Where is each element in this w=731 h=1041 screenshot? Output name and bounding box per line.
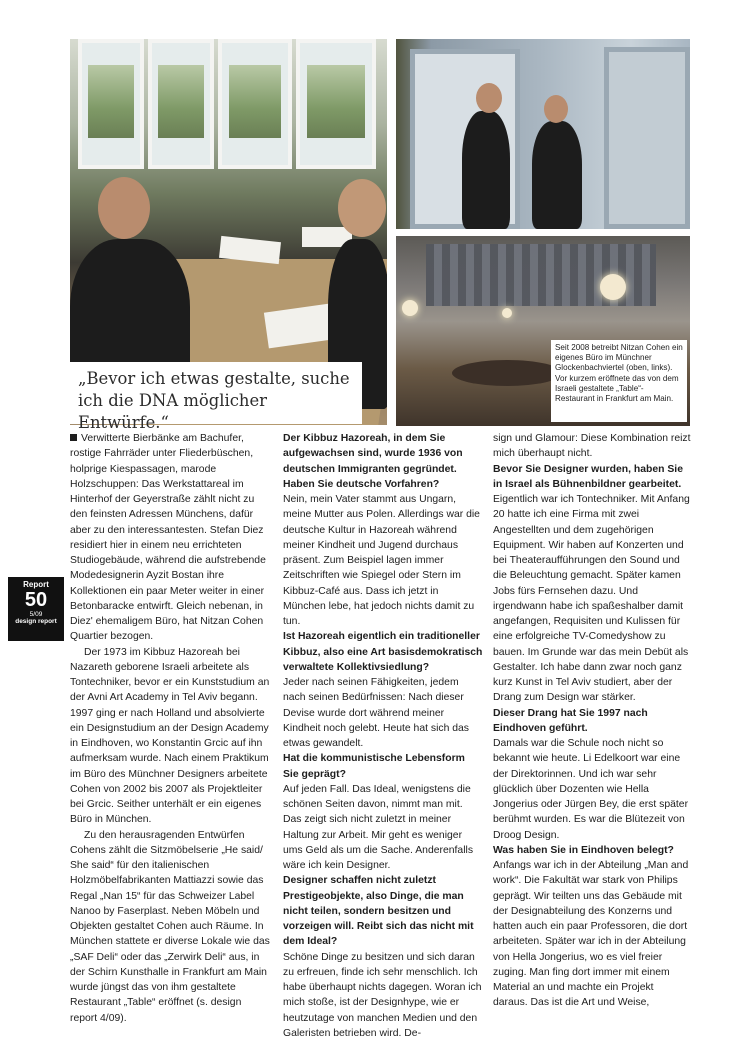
paragraph: Zu den herausragenden Entwürfen Cohens zählt die Sitzmöbelserie „He said/ She said“ für den italienischen Holzmöbelfabrikanten Mattiazzi sowie das Regal „Nan 15“ für das Schweizer Label Nanoo by Faserplast. Neben Möbeln und Objekten gestaltet Cohen auch Räume. In München stattete er diverse Lokale wie das „SAF Deli“ oder das „Zerwirk Deli“ aus, in der Schirn Kunsthalle in Frankfurt am Main wurde jüngst das von ihm gestaltete Restaurant „Table“ eröffnet (s. design report 4/09).	[70, 828, 270, 1026]
pull-quote: „Bevor ich etwas gestalte, suche ich die DNA möglicher Entwürfe.“	[70, 362, 362, 424]
bullet-square-icon	[70, 434, 77, 441]
interview-answer: Auf jeden Fall. Das Ideal, wenigstens die schönen Seiten davon, nimmt man mit. Das zeigt sich nicht zuletzt in meiner Haltung zur Arbeit. Mir geht es weniger ums Geld als um die Sache. Anderenfalls wäre ich kein Designer.	[283, 782, 483, 874]
interview-question: Hat die kommunistische Lebensform Sie geprägt?	[283, 751, 483, 782]
handshake-photo	[396, 39, 690, 229]
interview-answer: Nein, mein Vater stammt aus Ungarn, meine Mutter aus Polen. Allerdings war die deutsche Kultur in Hazoreah während meiner Kindheit und Jugend durchaus präsent. Zum Beispiel lagen immer Zeitschriften wie Spiegel oder Stern im Kibbuz-Café aus. Dass ich jetzt in München lebe, hat jedoch nichts damit zu tun.	[283, 492, 483, 629]
interview-question: Was haben Sie in Eindhoven belegt?	[493, 843, 691, 858]
article-column-2	[283, 431, 483, 1041]
interview-answer: Anfangs war ich in der Abteilung „Man and work“. Die Fakultät war stark von Philips geprägt. Wir teilten uns das Gebäude mit der Designabteilung des Konzerns und hatten auch ein paar Professoren, die dort arbeiteten. Später war ich in der Abteilung von Hella Jongerius, wo es viel freier zuging. Man fing dort immer mit einem Material an und machte ein Projekt daraus. Das ist die Art und Weise,	[493, 858, 691, 1011]
interview-answer: Jeder nach seinen Fähigkeiten, jedem nach seinen Bedürfnissen: Nach dieser Devise wurde dort während meiner Kindheit noch gelebt. Heute hat sich das etwas gewandelt.	[283, 675, 483, 751]
paragraph: Der 1973 im Kibbuz Hazoreah bei Nazareth geborene Israeli arbeitete als Tontechniker, bevor er ein Kunststudium an der Avni Art Academy in Tel Aviv begann. 1997 ging er nach Holland und absolvierte ein Designstudium an der Design Academy in Eindhoven, wo Konstantin Grcic auf ihn aufmerksam wurde. Nach einem Praktikum im Büro des Münchner Designers arbeitete Cohen von 2002 bis 2007 als Projektleiter bei Grcic. Seither unterhält er ein eigenes Büro in München.	[70, 645, 270, 828]
interview-question: Dieser Drang hat Sie 1997 nach Eindhoven geführt.	[493, 706, 691, 737]
interview-answer: sign und Glamour: Diese Kombination reizt mich überhaupt nicht.	[493, 431, 691, 462]
interview-question: Bevor Sie Designer wurden, haben Sie in Israel als Bühnenbildner gearbeitet.	[493, 462, 691, 493]
interview-question: Designer schaffen nicht zuletzt Prestigeobjekte, also Dinge, die man nicht teilen, sondern besitzen und vorzeigen will. Reibt sich das nicht mit dem Ideal?	[283, 873, 483, 949]
page-tab	[8, 577, 64, 641]
article-column-3	[493, 431, 691, 1011]
paragraph: Verwitterte Bierbänke am Bachufer, rostige Fahrräder unter Fliederbüschen, holprige Kiespassagen, marode Holzschuppen: Das Werkstattareal im Hinterhof der Geyerstraße zählt nicht zu den feinsten Adressen Münchens, dafür aber zu den interessantesten. Stefan Diez residiert hier in einem neu errichteten Studiogebäude, während die aufstrebende Modedesignerin Ayzit Bostan ihre Kollektionen ein paar Meter weiter in einer Betonbaracke entwirft. Gleich nebenan, in Diez' ehemaligem Büro, hat Nitzan Cohen Quartier bezogen.	[70, 431, 270, 645]
interview-answer: Eigentlich war ich Tontechniker. Mit Anfang 20 hatte ich eine Firma mit zwei Angestellten und dem zugehörigen Equipment. Wir haben auf Konzerten und bei Theateraufführungen den Sound und die Beleuchtung gemacht. Später kamen Jobs fürs Fernsehen dazu. Und irgendwann habe ich spaßeshalber damit angefangen, Requisiten und Kulissen für eine erfolgreiche TV-Comedyshow zu bauen. Im Grunde war das mein Debüt als Gestalter. Ich habe dann zwar noch ganz kurz Kunst in Tel Aviv studiert, aber der Drang zum Design war stärker.	[493, 492, 691, 706]
issue-label: 5/09	[8, 611, 64, 618]
page-number: 50	[8, 589, 64, 611]
interview-question: Ist Hazoreah eigentlich ein traditioneller Kibbuz, also eine Art basisdemokratisch verwaltete Kollektivsiedlung?	[283, 629, 483, 675]
article-column-1	[70, 431, 270, 1026]
interview-answer: Schöne Dinge zu besitzen und sich daran zu erfreuen, finde ich sehr menschlich. Ich habe überhaupt nichts dagegen. Woran ich mich stoße, ist der Designhype, wie er heutzutage von manchen Medien und den Galeristen betrieben wird. De-	[283, 950, 483, 1041]
interview-answer: Damals war die Schule noch nicht so bekannt wie heute. Li Edelkoort war eine der Direktorinnen. Und ich war sehr glücklich über Dozenten wie Hella Jongerius oder Jürgen Bey, die erst später berühmt wurden. Es war die Blütezeit von Droog Design.	[493, 736, 691, 843]
magazine-name: design report	[8, 618, 64, 625]
photo-caption: Seit 2008 betreibt Nitzan Cohen ein eigenes Büro im Münchner Glockenbachviertel (oben, links). Vor kurzem eröffnete das von dem Israeli gestaltete „Table“-Restaurant in Frankfurt am Main.	[551, 340, 687, 422]
interview-question: Der Kibbuz Hazoreah, in dem Sie aufgewachsen sind, wurde 1936 von deutschen Immigranten gegründet. Haben Sie deutsche Vorfahren?	[283, 431, 483, 492]
section-label: Report	[8, 580, 64, 589]
